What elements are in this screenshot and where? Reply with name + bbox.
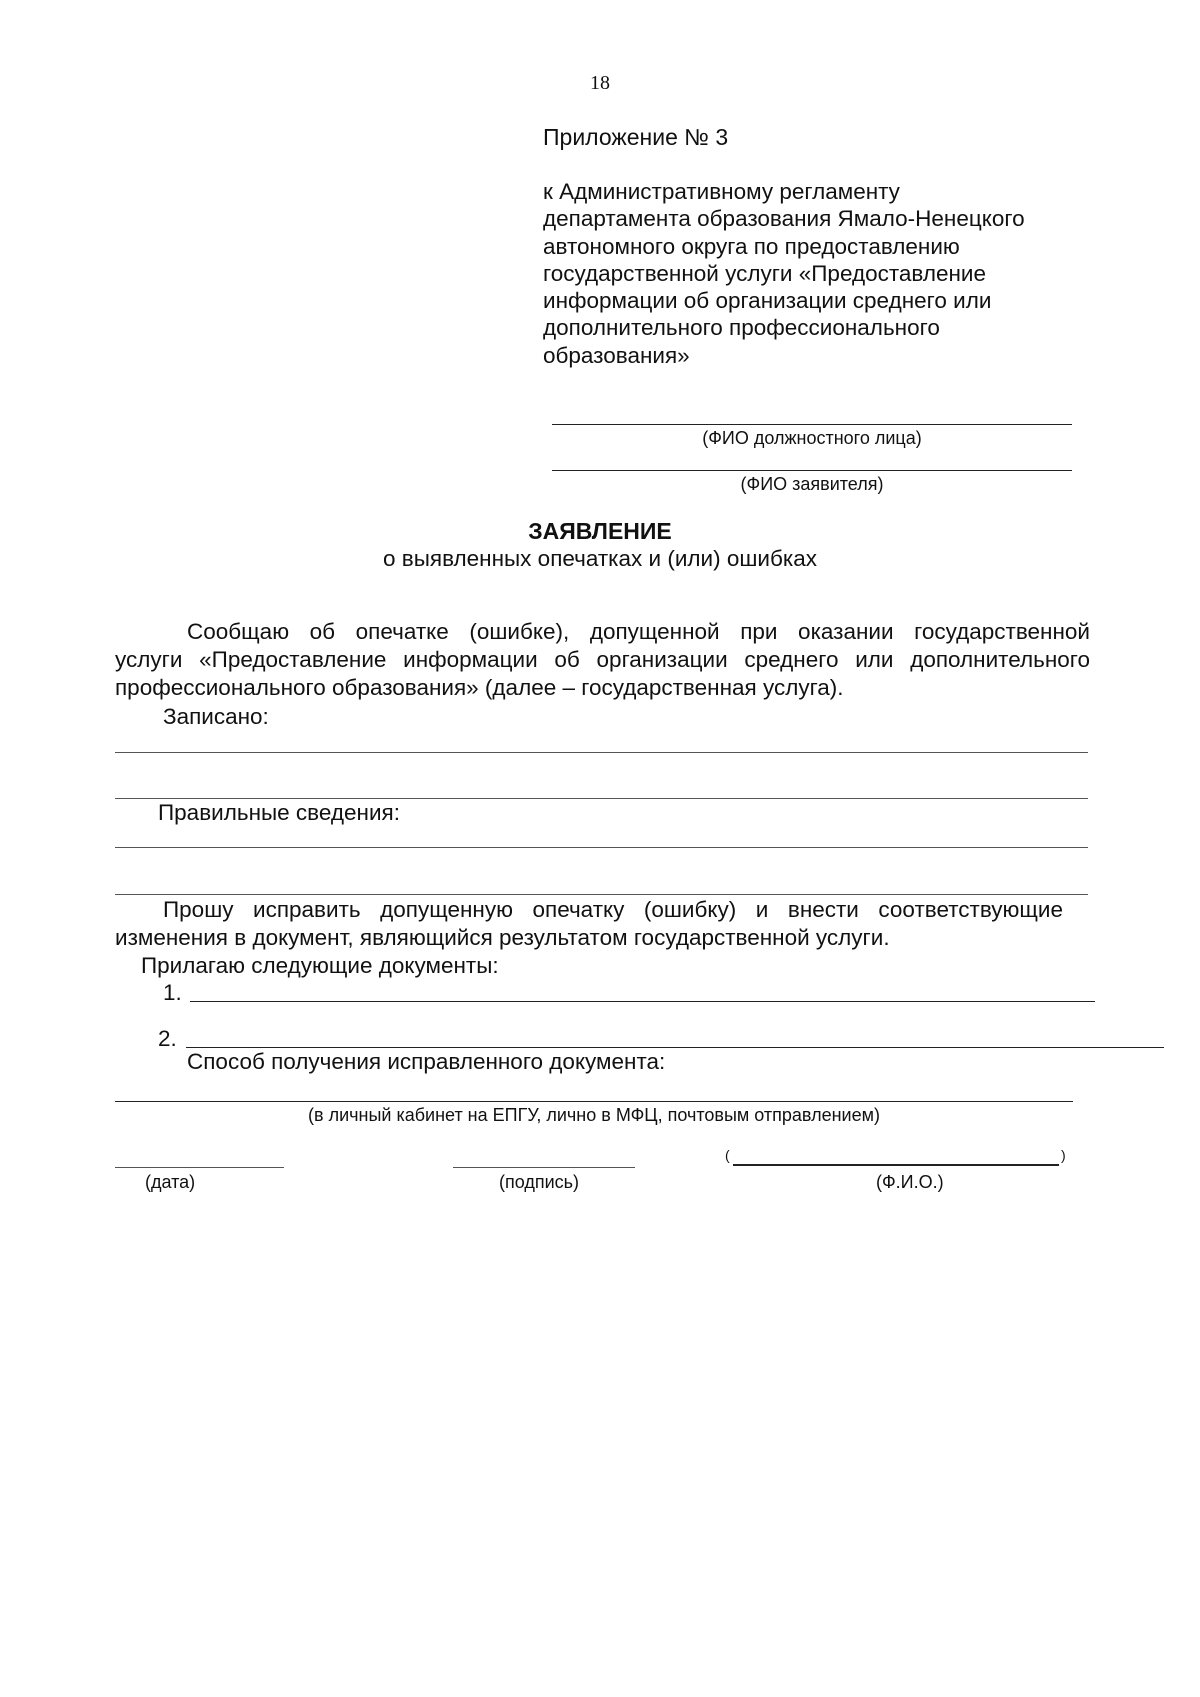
fio-caption: (Ф.И.О.) (876, 1172, 944, 1192)
appendix-line: информации об организации среднего или (543, 288, 992, 314)
appendix-reference (543, 178, 1103, 369)
correct-info-line-1[interactable] (115, 847, 1088, 848)
paragraph-line: Сообщаю об опечатке (ошибке), допущенной при оказании государственной (187, 619, 1090, 644)
paragraph-line: Прошу исправить допущенную опечатку (ошибку) и внести соответствующие (163, 897, 1063, 922)
attachment-number: 2. (158, 1026, 177, 1051)
appendix-line: дополнительного профессионального (543, 315, 940, 341)
recorded-line-1[interactable] (115, 752, 1088, 753)
fio-line[interactable] (733, 1164, 1059, 1166)
delivery-method-label: Способ получения исправленного документа: (187, 1049, 666, 1074)
signature-line[interactable] (453, 1167, 635, 1168)
paragraph-line: профессионального образования» (далее – государственная услуга). (115, 675, 844, 700)
applicant-name-line[interactable] (552, 470, 1072, 471)
signature-caption: (подпись) (499, 1172, 580, 1192)
date-line[interactable] (115, 1167, 284, 1168)
attachment-number: 1. (163, 980, 182, 1005)
official-name-line[interactable] (552, 424, 1072, 425)
request-paragraph (115, 896, 1063, 952)
appendix-line: департамента образования Ямало-Ненецкого (543, 206, 1025, 232)
delivery-method-line[interactable] (115, 1101, 1073, 1102)
correct-info-line-2[interactable] (115, 894, 1088, 895)
document-title: ЗАЯВЛЕНИЕ (528, 518, 672, 544)
appendix-line: государственной услуги «Предоставление (543, 260, 987, 286)
appendix-title: Приложение № 3 (543, 124, 729, 150)
paragraph-line: изменения в документ, являющийся результатом государственной услуги. (115, 925, 890, 950)
attachment-line-2[interactable] (186, 1047, 1164, 1048)
paragraph-line: услуги «Предоставление информации об организации среднего или дополнительного (115, 647, 1090, 672)
applicant-name-caption: (ФИО заявителя) (740, 474, 884, 494)
page-number: 18 (590, 72, 610, 94)
appendix-line: к Административному регламенту (543, 179, 900, 204)
fio-open-paren: ( (725, 1147, 730, 1163)
delivery-method-caption: (в личный кабинет на ЕПГУ, лично в МФЦ, почтовым отправлением) (308, 1105, 880, 1125)
appendix-line: образования» (543, 342, 690, 368)
appendix-line: автономного округа по предоставлению (543, 233, 960, 259)
document-subtitle: о выявленных опечатках и (или) ошибках (383, 546, 817, 571)
recorded-label: Записано: (163, 704, 269, 729)
attachments-label: Прилагаю следующие документы: (141, 953, 499, 978)
fio-close-paren: ) (1061, 1147, 1066, 1163)
report-paragraph (115, 618, 1090, 702)
date-caption: (дата) (145, 1172, 196, 1192)
recorded-line-2[interactable] (115, 798, 1088, 799)
attachment-line-1[interactable] (190, 1001, 1095, 1002)
official-name-caption: (ФИО должностного лица) (702, 428, 922, 448)
correct-info-label: Правильные сведения: (158, 800, 400, 825)
